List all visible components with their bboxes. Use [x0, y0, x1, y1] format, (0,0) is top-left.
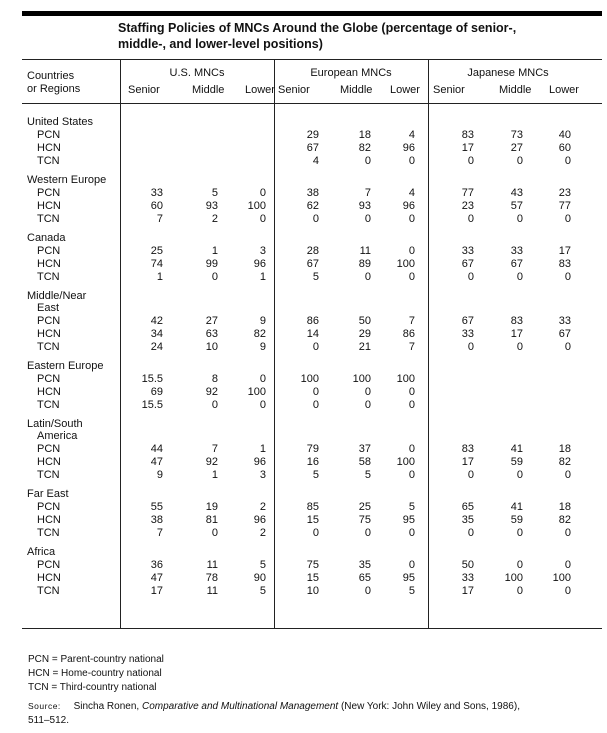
- table-cell: 100: [396, 373, 415, 385]
- group-header-european: European MNCs: [310, 67, 392, 79]
- table-cell: 50: [461, 559, 474, 571]
- table-cell: 0: [408, 213, 415, 225]
- header-bottom-rule: [22, 103, 602, 104]
- source-author: Sincha Ronen,: [73, 701, 142, 712]
- table-cell: 90: [253, 572, 266, 584]
- table-cell: 0: [467, 213, 474, 225]
- table-cell: 1: [156, 271, 163, 283]
- table-cell: 0: [516, 469, 523, 481]
- table-cell: 42: [150, 315, 163, 327]
- table-cell: 95: [402, 572, 415, 584]
- table-cell: 100: [504, 572, 523, 584]
- table-cell: 83: [510, 315, 523, 327]
- region-name: [27, 418, 125, 442]
- row-label: HCN: [37, 386, 61, 398]
- table-cell: 96: [402, 142, 415, 154]
- table-cell: 1: [259, 271, 266, 283]
- table-cell: 10: [306, 585, 319, 597]
- table-cell: 7: [156, 527, 163, 539]
- region-name: [27, 116, 125, 128]
- column-divider-japanese: [428, 60, 429, 628]
- table-cell: 77: [461, 187, 474, 199]
- row-label: TCN: [37, 399, 60, 411]
- table-cell: 0: [259, 373, 266, 385]
- table-cell: 0: [564, 469, 571, 481]
- table-cell: 35: [461, 514, 474, 526]
- table-cell: 0: [564, 341, 571, 353]
- row-label: PCN: [37, 187, 61, 199]
- table-cell: 5: [408, 585, 415, 597]
- table-cell: 83: [461, 443, 474, 455]
- region-name-line: Canada: [27, 232, 66, 244]
- table-cell: 0: [564, 155, 571, 167]
- table-cell: 23: [558, 187, 571, 199]
- row-label: TCN: [37, 527, 60, 539]
- table-cell: 100: [247, 200, 266, 212]
- table-cell: 7: [364, 187, 371, 199]
- group-header-us: U.S. MNCs: [169, 67, 225, 79]
- table-cell: 0: [467, 341, 474, 353]
- table-cell: 83: [558, 258, 571, 270]
- table-cell: 7: [156, 213, 163, 225]
- table-cell: 17: [510, 328, 523, 340]
- region-name-line: Eastern Europe: [27, 360, 104, 372]
- row-label: HCN: [37, 142, 61, 154]
- table-cell: 0: [364, 386, 371, 398]
- table-cell: 0: [211, 271, 218, 283]
- region-name-line: Africa: [27, 546, 56, 558]
- group-header-japanese: Japanese MNCs: [467, 67, 549, 79]
- table-cell: 78: [205, 572, 218, 584]
- table-cell: 29: [306, 129, 319, 141]
- table-cell: 0: [516, 527, 523, 539]
- table-cell: 40: [558, 129, 571, 141]
- table-cell: 1: [211, 245, 218, 257]
- table-cell: 58: [358, 456, 371, 468]
- table-cell: 67: [306, 142, 319, 154]
- table-cell: 16: [306, 456, 319, 468]
- region-name: [27, 174, 125, 186]
- source-pages: 511–512.: [28, 715, 69, 726]
- table-cell: 67: [558, 328, 571, 340]
- table-cell: 5: [211, 187, 218, 199]
- region-name: [27, 232, 125, 244]
- table-cell: 73: [510, 129, 523, 141]
- table-cell: 1: [259, 443, 266, 455]
- table-bottom-rule: [22, 628, 602, 629]
- table-cell: 21: [358, 341, 371, 353]
- table-cell: 7: [408, 315, 415, 327]
- table-cell: 27: [205, 315, 218, 327]
- table-cell: 0: [259, 187, 266, 199]
- row-label: HCN: [37, 200, 61, 212]
- table-title: [118, 20, 598, 52]
- table-cell: 0: [408, 559, 415, 571]
- table-cell: 0: [516, 213, 523, 225]
- table-cell: 85: [306, 501, 319, 513]
- table-cell: 0: [564, 527, 571, 539]
- region-name-line: United States: [27, 116, 94, 128]
- table-cell: 0: [408, 399, 415, 411]
- table-cell: 17: [461, 456, 474, 468]
- subheader-4: Middle: [340, 84, 373, 96]
- table-cell: 0: [408, 469, 415, 481]
- table-cell: 0: [312, 399, 319, 411]
- table-cell: 81: [205, 514, 218, 526]
- row-label: HCN: [37, 258, 61, 270]
- table-cell: 15.5: [141, 373, 163, 385]
- table-cell: 0: [408, 386, 415, 398]
- table-cell: 82: [358, 142, 371, 154]
- countries-header: [27, 70, 80, 96]
- table-cell: 0: [564, 585, 571, 597]
- column-divider-european: [274, 60, 275, 628]
- table-cell: 14: [306, 328, 319, 340]
- table-cell: 33: [558, 315, 571, 327]
- table-cell: 17: [461, 585, 474, 597]
- table-cell: 59: [510, 514, 523, 526]
- table-cell: 11: [359, 245, 371, 257]
- table-cell: 96: [253, 514, 266, 526]
- table-cell: 55: [150, 501, 163, 513]
- table-cell: 0: [364, 213, 371, 225]
- table-cell: 0: [259, 213, 266, 225]
- table-cell: 9: [156, 469, 163, 481]
- row-label: HCN: [37, 456, 61, 468]
- table-cell: 18: [558, 443, 571, 455]
- table-cell: 82: [558, 456, 571, 468]
- region-name-line: Far East: [27, 488, 69, 500]
- table-cell: 37: [358, 443, 371, 455]
- table-cell: 69: [150, 386, 163, 398]
- row-label: PCN: [37, 501, 61, 513]
- table-cell: 0: [467, 469, 474, 481]
- table-cell: 3: [259, 469, 266, 481]
- legend: [28, 653, 588, 695]
- title-line-2: middle-, and lower-level positions): [118, 37, 323, 51]
- region-name-line: America: [37, 430, 78, 442]
- table-cell: 9: [259, 341, 266, 353]
- table-cell: 92: [205, 386, 218, 398]
- row-label: TCN: [37, 155, 60, 167]
- table-cell: 100: [552, 572, 571, 584]
- header-top-rule: [22, 59, 602, 60]
- region-name-line: Latin/South: [27, 418, 83, 430]
- table-cell: 17: [150, 585, 163, 597]
- table-cell: 0: [408, 155, 415, 167]
- source-book: Comparative and Multinational Management: [141, 701, 339, 712]
- table-cell: 47: [150, 572, 163, 584]
- table-cell: 0: [516, 271, 523, 283]
- table-cell: 4: [408, 129, 415, 141]
- table-cell: 0: [408, 527, 415, 539]
- legend-pcn: PCN = Parent-country national: [28, 654, 164, 665]
- table-cell: 23: [461, 200, 474, 212]
- region-name: [27, 488, 125, 500]
- table-cell: 75: [358, 514, 371, 526]
- table-cell: 0: [364, 271, 371, 283]
- table-cell: 5: [312, 271, 319, 283]
- row-label: HCN: [37, 328, 61, 340]
- table-cell: 0: [467, 527, 474, 539]
- legend-tcn: TCN = Third-country national: [28, 682, 157, 693]
- table-cell: 4: [408, 187, 415, 199]
- table-cell: 92: [205, 456, 218, 468]
- table-cell: 47: [150, 456, 163, 468]
- table-cell: 82: [253, 328, 266, 340]
- table-cell: 17: [461, 142, 474, 154]
- table-cell: 5: [364, 469, 371, 481]
- table-cell: 29: [358, 328, 371, 340]
- table-cell: 3: [259, 245, 266, 257]
- table-cell: 33: [461, 328, 474, 340]
- table-cell: 2: [211, 213, 218, 225]
- table-cell: 41: [510, 501, 523, 513]
- table-cell: 100: [352, 373, 371, 385]
- table-cell: 0: [516, 341, 523, 353]
- subheader-7: Middle: [499, 84, 532, 96]
- region-name-line: Middle/Near: [27, 290, 87, 302]
- countries-header-line-1: Countries: [27, 70, 75, 82]
- table-cell: 59: [510, 456, 523, 468]
- table-cell: 10: [205, 341, 218, 353]
- row-label: PCN: [37, 129, 61, 141]
- table-cell: 2: [259, 501, 266, 513]
- table-cell: 77: [558, 200, 571, 212]
- table-cell: 67: [461, 258, 474, 270]
- table-cell: 0: [408, 245, 415, 257]
- subheader-6: Senior: [433, 84, 465, 96]
- table-cell: 0: [516, 155, 523, 167]
- region-name: [27, 360, 125, 372]
- table-cell: 0: [312, 213, 319, 225]
- table-cell: 9: [259, 315, 266, 327]
- table-cell: 15: [306, 514, 319, 526]
- table-cell: 11: [206, 559, 218, 571]
- table-cell: 36: [150, 559, 163, 571]
- table-cell: 33: [510, 245, 523, 257]
- table-cell: 24: [150, 341, 163, 353]
- table-cell: 93: [358, 200, 371, 212]
- row-label: HCN: [37, 514, 61, 526]
- row-label: TCN: [37, 341, 60, 353]
- table-cell: 8: [211, 373, 218, 385]
- table-cell: 5: [312, 469, 319, 481]
- subheader-0: Senior: [128, 84, 160, 96]
- row-label: PCN: [37, 443, 61, 455]
- table-cell: 19: [205, 501, 218, 513]
- table-cell: 0: [467, 271, 474, 283]
- table-cell: 0: [516, 585, 523, 597]
- source-label: Source:: [28, 701, 61, 711]
- row-label: TCN: [37, 213, 60, 225]
- table-cell: 0: [312, 341, 319, 353]
- subheader-1: Middle: [192, 84, 225, 96]
- table-cell: 86: [402, 328, 415, 340]
- table-cell: 7: [408, 341, 415, 353]
- table-cell: 18: [358, 129, 371, 141]
- table-cell: 96: [253, 456, 266, 468]
- table-cell: 2: [259, 527, 266, 539]
- table-cell: 0: [259, 399, 266, 411]
- table-cell: 95: [402, 514, 415, 526]
- table-cell: 35: [358, 559, 371, 571]
- subheader-8: Lower: [549, 84, 579, 96]
- table-cell: 100: [300, 373, 319, 385]
- table-cell: 7: [211, 443, 218, 455]
- subheader-3: Senior: [278, 84, 310, 96]
- table-cell: 100: [247, 386, 266, 398]
- table-cell: 0: [364, 399, 371, 411]
- table-cell: 1: [211, 469, 218, 481]
- column-divider-us: [120, 60, 121, 628]
- table-cell: 0: [516, 559, 523, 571]
- row-label: TCN: [37, 469, 60, 481]
- table-cell: 67: [306, 258, 319, 270]
- table-cell: 4: [312, 155, 319, 167]
- table-cell: 33: [150, 187, 163, 199]
- table-cell: 65: [461, 501, 474, 513]
- table-cell: 25: [150, 245, 163, 257]
- table-cell: 5: [259, 559, 266, 571]
- table-cell: 0: [564, 271, 571, 283]
- source-note: [28, 699, 588, 728]
- table-cell: 28: [306, 245, 319, 257]
- table-cell: 0: [312, 386, 319, 398]
- table-cell: 34: [150, 328, 163, 340]
- table-cell: 0: [467, 155, 474, 167]
- table-cell: 0: [312, 527, 319, 539]
- table-cell: 0: [364, 527, 371, 539]
- source-publisher: (New York: John Wiley and Sons, 1986),: [338, 701, 520, 712]
- table-cell: 93: [205, 200, 218, 212]
- table-cell: 86: [306, 315, 319, 327]
- region-name-line: Western Europe: [27, 174, 107, 186]
- region-name: [27, 290, 125, 314]
- table-cell: 15.5: [141, 399, 163, 411]
- table-cell: 38: [150, 514, 163, 526]
- table-cell: 99: [205, 258, 218, 270]
- row-label: PCN: [37, 559, 61, 571]
- table-cell: 82: [558, 514, 571, 526]
- table-cell: 43: [510, 187, 523, 199]
- title-line-1: Staffing Policies of MNCs Around the Globe (percentage of senior-,: [118, 21, 517, 35]
- table-cell: 33: [461, 245, 474, 257]
- table-cell: 0: [408, 271, 415, 283]
- legend-hcn: HCN = Home-country national: [28, 668, 162, 679]
- table-cell: 63: [205, 328, 218, 340]
- table-cell: 62: [306, 200, 319, 212]
- table-cell: 100: [396, 456, 415, 468]
- row-label: PCN: [37, 315, 61, 327]
- region-name: [27, 546, 125, 558]
- table-cell: 0: [408, 443, 415, 455]
- table-cell: 5: [259, 585, 266, 597]
- row-label: PCN: [37, 245, 61, 257]
- table-cell: 33: [461, 572, 474, 584]
- table-cell: 50: [358, 315, 371, 327]
- table-cell: 18: [558, 501, 571, 513]
- table-cell: 38: [306, 187, 319, 199]
- table-cell: 74: [150, 258, 163, 270]
- table-cell: 60: [150, 200, 163, 212]
- table-cell: 11: [206, 585, 218, 597]
- table-cell: 67: [510, 258, 523, 270]
- table-cell: 0: [564, 559, 571, 571]
- table-cell: 60: [558, 142, 571, 154]
- table-cell: 57: [510, 200, 523, 212]
- table-cell: 96: [253, 258, 266, 270]
- row-label: HCN: [37, 572, 61, 584]
- table-cell: 15: [306, 572, 319, 584]
- table-cell: 96: [402, 200, 415, 212]
- table-cell: 44: [150, 443, 163, 455]
- table-cell: 17: [558, 245, 571, 257]
- table-cell: 75: [306, 559, 319, 571]
- table-cell: 0: [211, 399, 218, 411]
- subheader-5: Lower: [390, 84, 420, 96]
- table-cell: 25: [358, 501, 371, 513]
- row-label: PCN: [37, 373, 61, 385]
- row-label: TCN: [37, 271, 60, 283]
- countries-header-line-2: or Regions: [27, 83, 81, 95]
- table-cell: 67: [461, 315, 474, 327]
- top-rule: [22, 11, 602, 16]
- table-cell: 89: [358, 258, 371, 270]
- region-name-line: East: [37, 302, 60, 314]
- table-cell: 83: [461, 129, 474, 141]
- table-cell: 0: [564, 213, 571, 225]
- table-cell: 27: [510, 142, 523, 154]
- table-cell: 65: [358, 572, 371, 584]
- row-label: TCN: [37, 585, 60, 597]
- subheader-2: Lower: [245, 84, 275, 96]
- table-cell: 0: [364, 155, 371, 167]
- table-cell: 0: [211, 527, 218, 539]
- table-cell: 0: [364, 585, 371, 597]
- table-cell: 100: [396, 258, 415, 270]
- table-cell: 41: [510, 443, 523, 455]
- table-cell: 79: [306, 443, 319, 455]
- table-cell: 5: [408, 501, 415, 513]
